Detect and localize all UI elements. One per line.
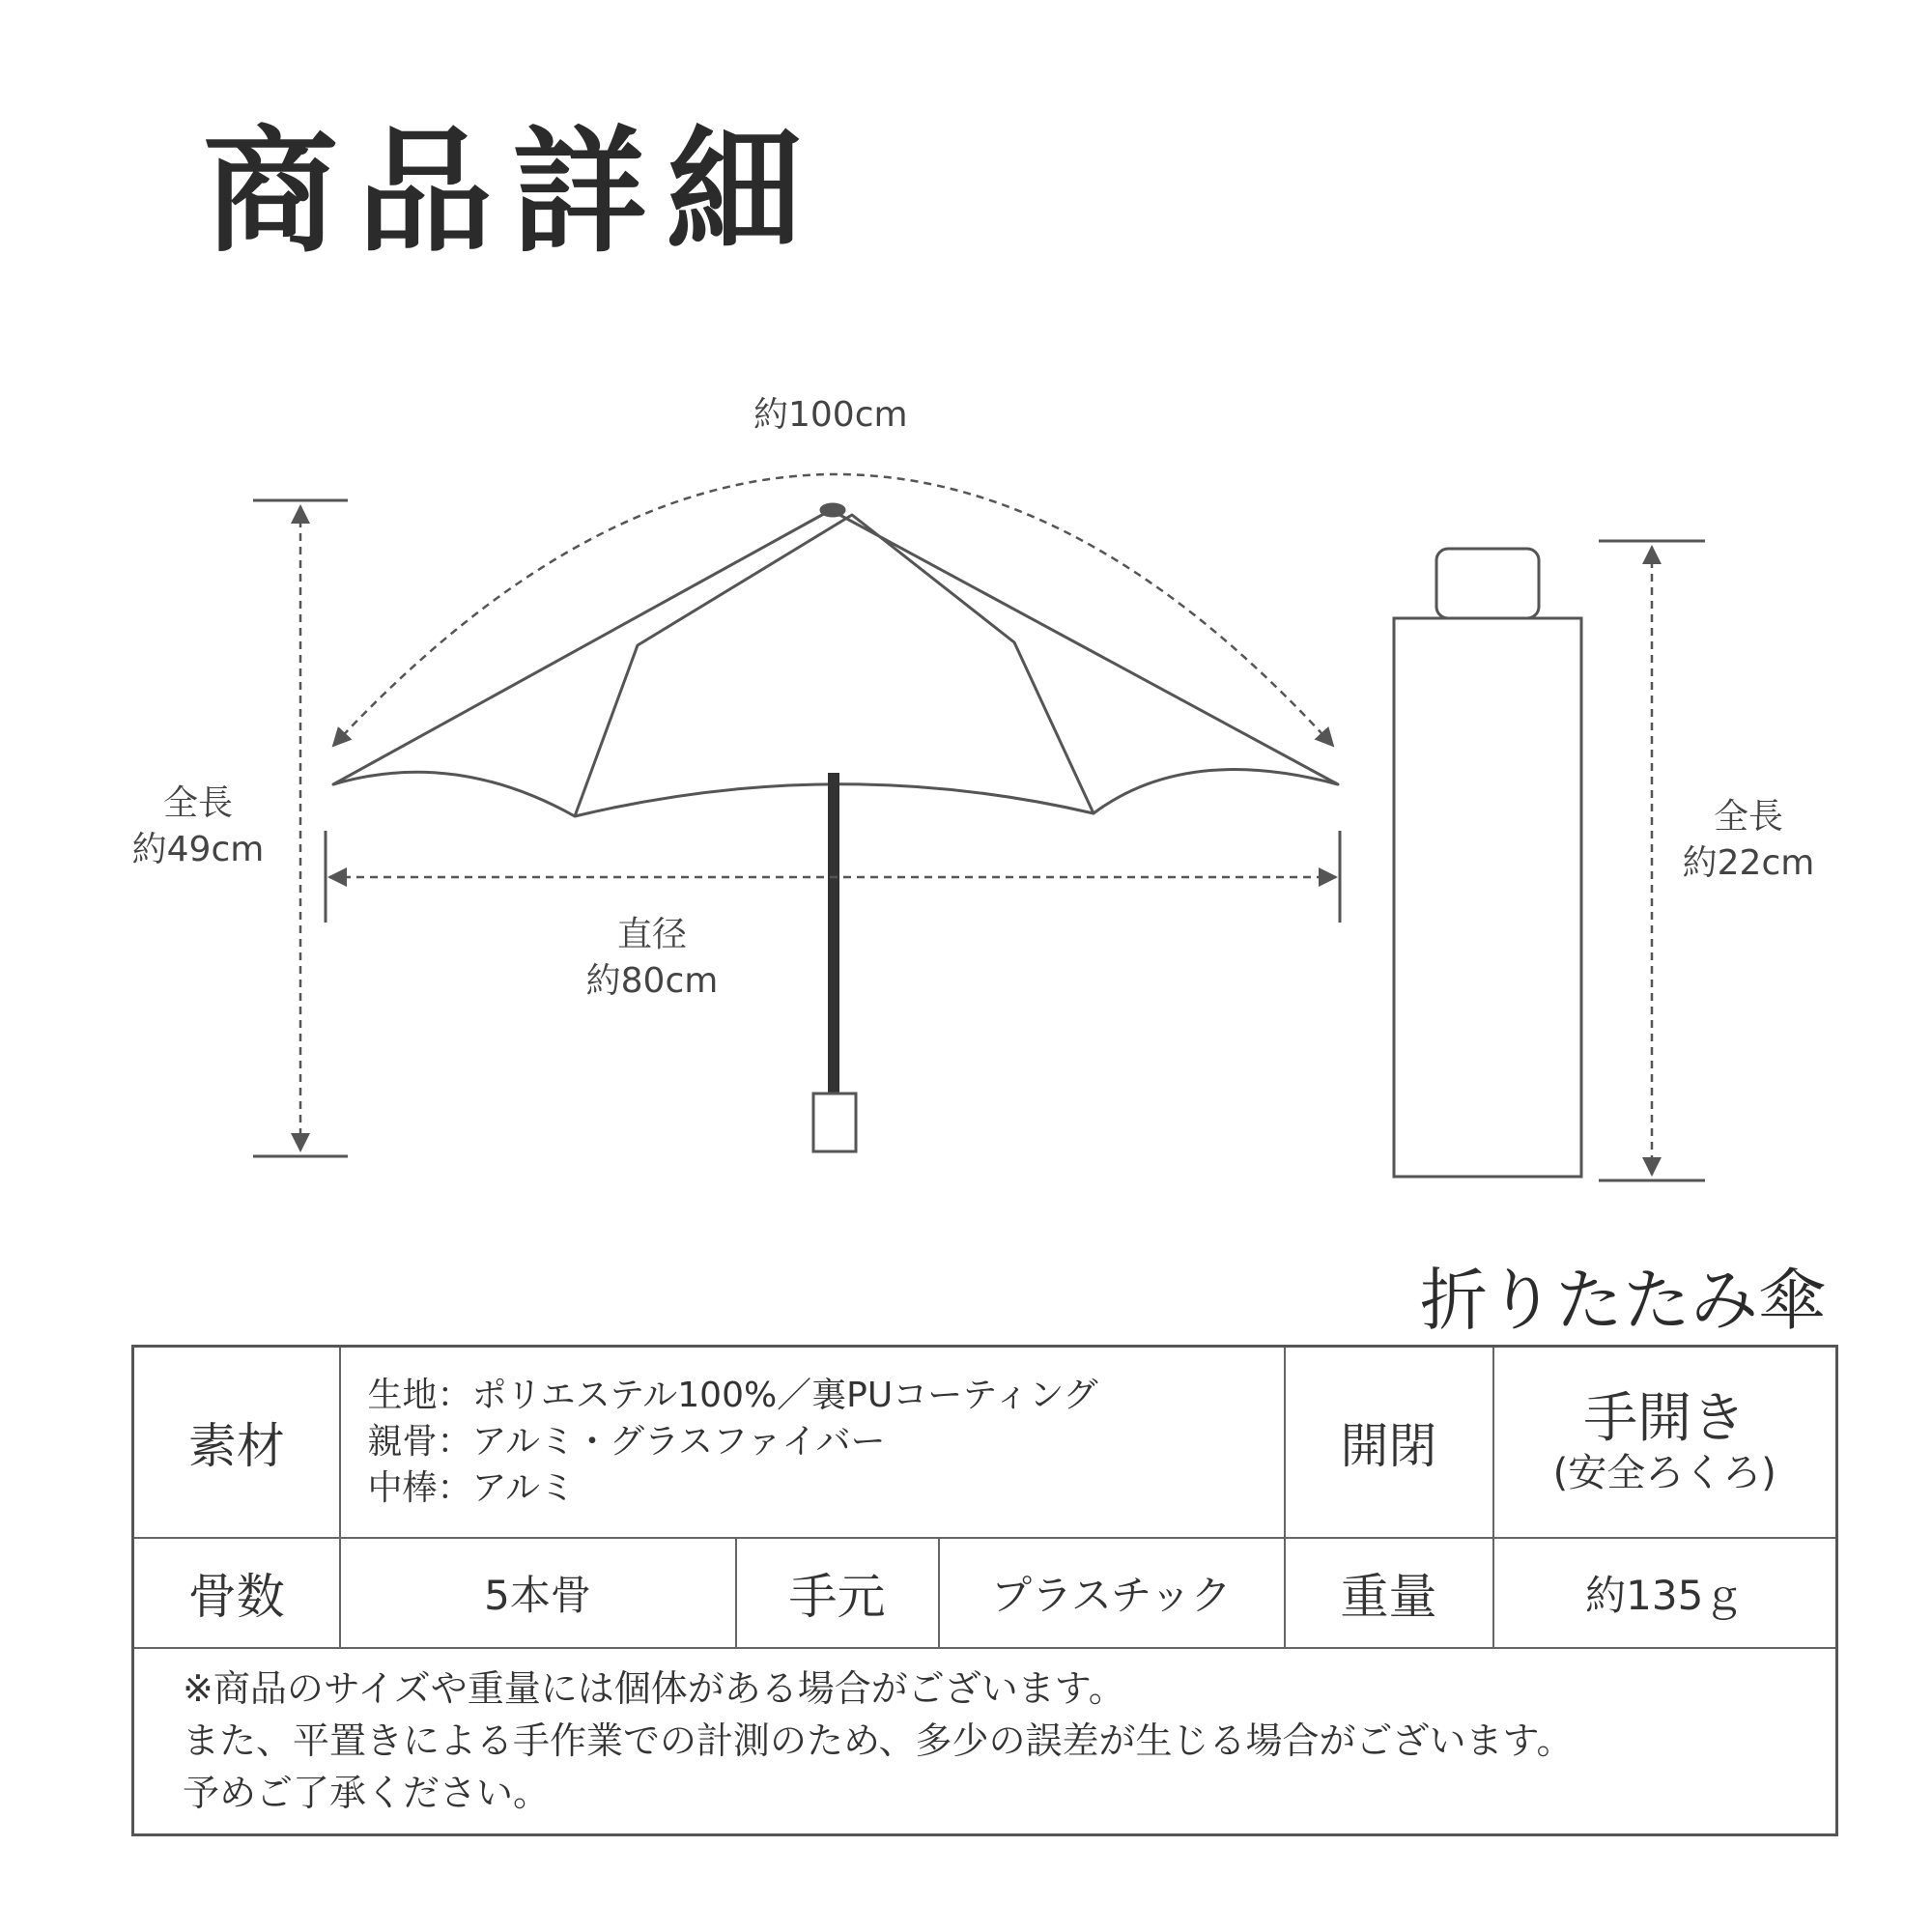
diameter-label [575, 912, 729, 1005]
ribs-value: 5本骨 [340, 1538, 736, 1648]
handle-value: プラスチック [939, 1538, 1285, 1648]
table-row [133, 1648, 1837, 1835]
note-line: 予めご了承ください。 [183, 1772, 551, 1815]
canopy-tip [821, 504, 844, 516]
umbrella-shaft [828, 773, 839, 1094]
material-line: 中棒：アルミ [367, 1467, 576, 1508]
material-line: 親骨：アルミ・グラスファイバー [367, 1421, 886, 1462]
material-value [340, 1347, 1285, 1538]
table-row [133, 1538, 1837, 1648]
table-row [133, 1347, 1837, 1538]
diameter-caption: 直径 [616, 915, 687, 954]
material-line: 生地：ポリエステル100%／裏PUコーティング [367, 1375, 1098, 1415]
open-umbrella-icon [333, 504, 1338, 816]
page-title: 商品詳細 [203, 114, 822, 271]
handle-header: 手元 [736, 1538, 939, 1648]
note-line: ※商品のサイズや重量には個体がある場合がございます。 [183, 1667, 1125, 1711]
total-length-folded-value: 約22cm [1682, 843, 1815, 883]
opening-value [1493, 1347, 1837, 1538]
opening-header: 開閉 [1285, 1347, 1493, 1538]
canopy-outline [333, 510, 1338, 816]
product-type-label: 折りたたみ傘 [1420, 1261, 1826, 1340]
total-length-folded-label [1676, 794, 1821, 887]
ribs-header: 骨数 [133, 1538, 340, 1648]
diameter-value: 約80cm [585, 961, 719, 1001]
spec-table [131, 1345, 1838, 1836]
total-length-open-label [126, 781, 270, 873]
folded-umbrella-icon [1394, 549, 1581, 1177]
material-header: 素材 [133, 1347, 340, 1538]
total-length-open-caption: 全長 [162, 783, 233, 823]
folded-umbrella-cap [1436, 549, 1539, 618]
note-cell [133, 1648, 1837, 1835]
umbrella-handle [813, 1094, 856, 1151]
note-line: また、平置きによる手作業での計測のため、多少の誤差が生じる場合がございます。 [183, 1719, 1574, 1763]
opening-value-sub: (安全ろくろ) [1552, 1450, 1776, 1495]
folded-umbrella-body [1394, 618, 1581, 1177]
weight-header: 重量 [1285, 1538, 1493, 1648]
opening-value-main: 手開き [1583, 1386, 1747, 1450]
weight-value: 約135ｇ [1493, 1538, 1837, 1648]
total-length-folded-caption: 全長 [1713, 797, 1783, 837]
arc-label: 約100cm [753, 395, 908, 435]
total-length-open-value: 約49cm [131, 830, 265, 869]
